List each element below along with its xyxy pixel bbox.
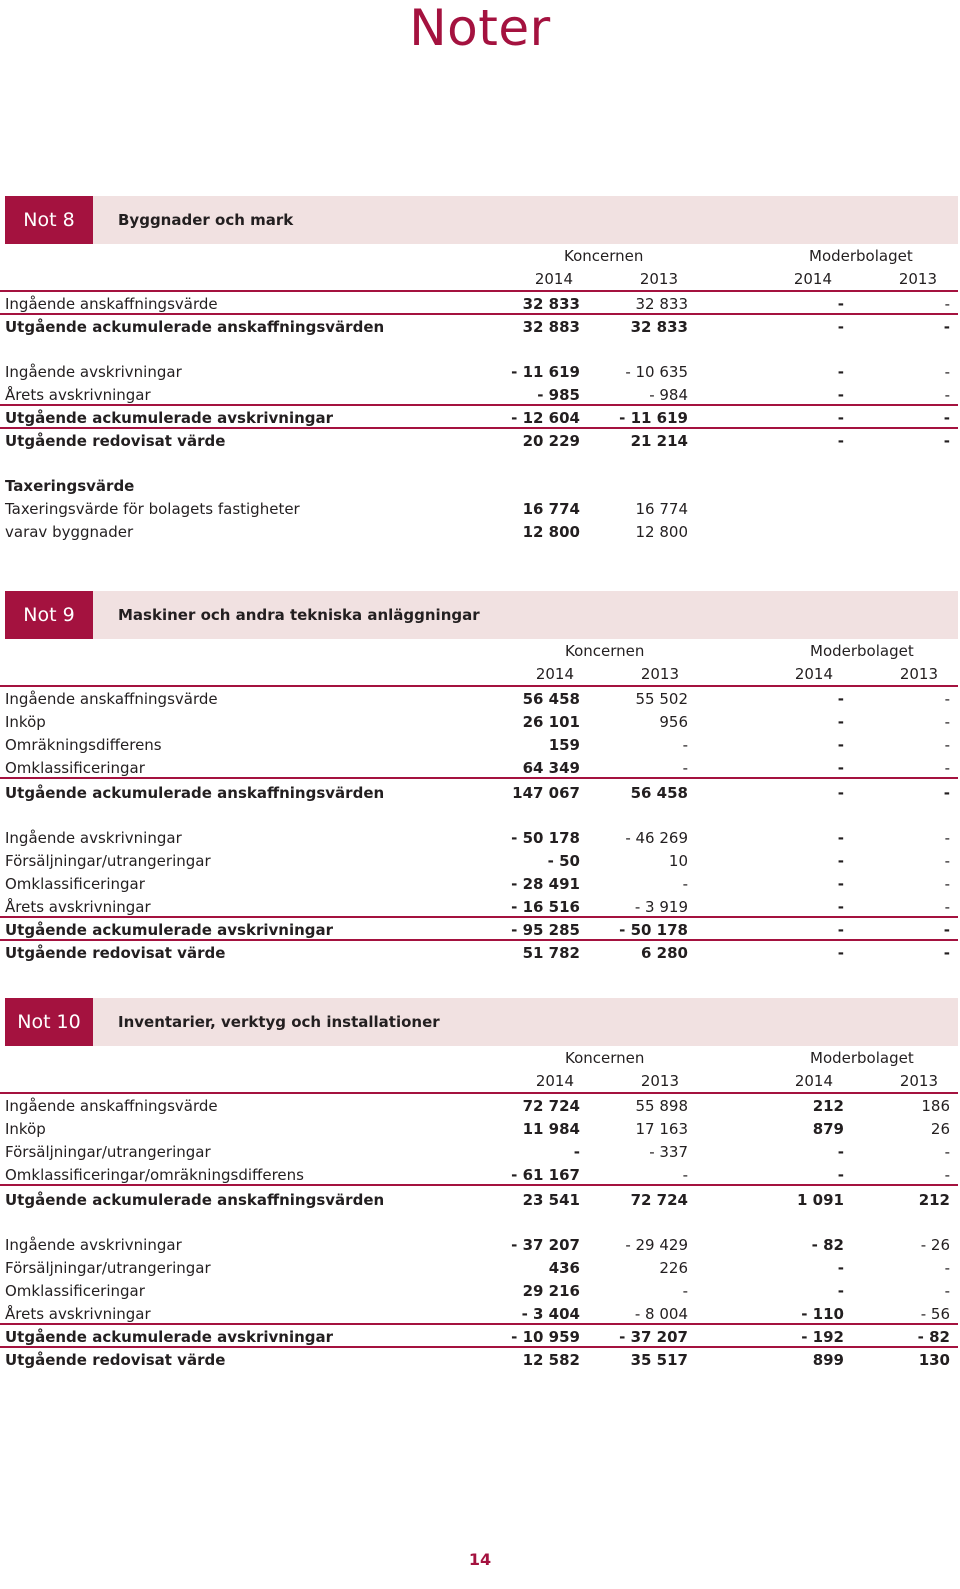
- table-row: [0, 1325, 958, 1348]
- row-label: Utgående redovisat värde: [5, 432, 226, 450]
- table-row: [0, 315, 958, 338]
- cell: -: [944, 875, 950, 893]
- cell: -: [837, 898, 844, 916]
- year-2014: 2014: [535, 1072, 574, 1090]
- cell: -: [837, 386, 844, 404]
- cell: - 50 178: [511, 829, 580, 847]
- table-row: [0, 383, 958, 406]
- row-label: Utgående redovisat värde: [5, 1351, 226, 1369]
- group-koncernen: Koncernen: [564, 247, 644, 265]
- cell: -: [944, 386, 950, 404]
- cell: - 82: [811, 1236, 844, 1254]
- cell: - 50: [547, 852, 580, 870]
- cell: - 3 404: [521, 1305, 580, 1323]
- note-9-section: [0, 591, 958, 964]
- row-label: varav byggnader: [5, 523, 134, 541]
- cell: -: [944, 852, 950, 870]
- column-years: [0, 267, 958, 292]
- cell: - 192: [801, 1328, 844, 1346]
- note-title: Maskiner och andra tekniska anläggningar: [118, 606, 480, 624]
- cell: 55 898: [635, 1097, 688, 1115]
- cell: 35 517: [630, 1351, 688, 1369]
- cell: -: [837, 921, 844, 939]
- group-moderbolaget: Moderbolaget: [810, 642, 914, 660]
- cell: 16 774: [522, 500, 580, 518]
- cell: - 11 619: [511, 363, 580, 381]
- row-label: Årets avskrivningar: [5, 386, 151, 404]
- note-header: [5, 998, 958, 1046]
- cell: -: [943, 921, 950, 939]
- table-row: [0, 1163, 958, 1186]
- row-label: Omräkningsdifferens: [5, 736, 162, 754]
- cell: -: [837, 363, 844, 381]
- row-label: Ingående anskaffningsvärde: [5, 690, 218, 708]
- table-row: [0, 1188, 958, 1211]
- column-groups: [0, 639, 958, 662]
- cell: 147 067: [512, 784, 580, 802]
- column-groups: [0, 244, 958, 267]
- page-number: 14: [468, 1550, 492, 1569]
- row-label: Utgående ackumulerade anskaffningsvärden: [5, 318, 385, 336]
- cell: 32 833: [630, 318, 688, 336]
- cell: - 337: [649, 1143, 688, 1161]
- cell: -: [943, 318, 950, 336]
- cell: - 61 167: [511, 1166, 580, 1184]
- cell: 12 582: [522, 1351, 580, 1369]
- cell: -: [837, 829, 844, 847]
- cell: -: [682, 1166, 688, 1184]
- note-badge: Not 9: [5, 591, 93, 639]
- year-2013: 2013: [899, 665, 938, 683]
- row-label: Ingående avskrivningar: [5, 1236, 182, 1254]
- cell: 56 458: [630, 784, 688, 802]
- cell: - 10 635: [625, 363, 688, 381]
- table-row: [0, 733, 958, 756]
- page-title: Noter: [409, 0, 551, 57]
- table-row: [0, 849, 958, 872]
- cell: - 82: [917, 1328, 950, 1346]
- year-2014: 2014: [534, 270, 573, 288]
- cell: 55 502: [635, 690, 688, 708]
- cell: -: [944, 1166, 950, 1184]
- row-label: Utgående ackumulerade avskrivningar: [5, 409, 334, 427]
- group-moderbolaget: Moderbolaget: [810, 1049, 914, 1067]
- note-badge: Not 8: [5, 196, 93, 244]
- cell: 10: [668, 852, 688, 870]
- cell: 51 782: [522, 944, 580, 962]
- table-row: [0, 1279, 958, 1302]
- table-row: [0, 687, 958, 710]
- cell: - 984: [649, 386, 688, 404]
- cell: -: [837, 690, 844, 708]
- cell: 21 214: [630, 432, 688, 450]
- table-row: [0, 1140, 958, 1163]
- cell: 6 280: [641, 944, 688, 962]
- cell: 17 163: [635, 1120, 688, 1138]
- year-2014: 2014: [793, 270, 832, 288]
- cell: -: [944, 736, 950, 754]
- cell: 212: [812, 1097, 844, 1115]
- table-row: [0, 826, 958, 849]
- year-2013: 2013: [640, 665, 679, 683]
- year-2013: 2013: [899, 1072, 938, 1090]
- cell: -: [943, 784, 950, 802]
- cell: 1 091: [797, 1191, 844, 1209]
- cell: - 28 491: [511, 875, 580, 893]
- row-label: Omklassificeringar/omräkningsdifferens: [5, 1166, 304, 1184]
- column-groups: [0, 1046, 958, 1069]
- row-label: Försäljningar/utrangeringar: [5, 852, 211, 870]
- table-row: [0, 1094, 958, 1117]
- table-row: [0, 1233, 958, 1256]
- table-row: [0, 1348, 958, 1371]
- table-row: [0, 781, 958, 804]
- cell: 20 229: [522, 432, 580, 450]
- cell: 226: [659, 1259, 688, 1277]
- cell: 956: [659, 713, 688, 731]
- cell: 130: [918, 1351, 950, 1369]
- group-moderbolaget: Moderbolaget: [809, 247, 913, 265]
- note-header: [5, 591, 958, 639]
- year-2014: 2014: [535, 665, 574, 683]
- table-row: [0, 292, 958, 315]
- cell: -: [943, 409, 950, 427]
- cell: -: [944, 1143, 950, 1161]
- cell: 26: [930, 1120, 950, 1138]
- table-row: [0, 429, 958, 452]
- row-label: Omklassificeringar: [5, 1282, 145, 1300]
- cell: - 3 919: [634, 898, 688, 916]
- cell: 12 800: [635, 523, 688, 541]
- year-2014: 2014: [794, 1072, 833, 1090]
- table-row: [0, 406, 958, 429]
- row-label: Försäljningar/utrangeringar: [5, 1143, 211, 1161]
- table-row: [0, 520, 958, 543]
- cell: -: [944, 295, 950, 313]
- year-2013: 2013: [640, 1072, 679, 1090]
- row-label: Utgående ackumulerade avskrivningar: [5, 1328, 334, 1346]
- table-row: [0, 1302, 958, 1325]
- cell: -: [944, 898, 950, 916]
- cell: -: [944, 759, 950, 777]
- cell: 436: [548, 1259, 580, 1277]
- cell: -: [837, 318, 844, 336]
- cell: -: [837, 713, 844, 731]
- cell: -: [944, 1282, 950, 1300]
- table-row: [0, 497, 958, 520]
- row-label: Omklassificeringar: [5, 875, 145, 893]
- cell: 32 833: [635, 295, 688, 313]
- cell: 159: [548, 736, 580, 754]
- cell: - 46 269: [625, 829, 688, 847]
- cell: 212: [918, 1191, 950, 1209]
- table-row: [0, 918, 958, 941]
- group-koncernen: Koncernen: [565, 1049, 645, 1067]
- year-2014: 2014: [794, 665, 833, 683]
- row-label: Ingående anskaffningsvärde: [5, 295, 218, 313]
- column-years: [0, 1069, 958, 1094]
- table-row: [0, 756, 958, 779]
- cell: 12 800: [522, 523, 580, 541]
- cell: -: [837, 1143, 844, 1161]
- note-8-section: [0, 196, 958, 543]
- cell: -: [837, 409, 844, 427]
- table-row: [0, 872, 958, 895]
- cell: - 37 207: [511, 1236, 580, 1254]
- row-label: Inköp: [5, 713, 46, 731]
- row-label: Utgående redovisat värde: [5, 944, 226, 962]
- cell: 72 724: [630, 1191, 688, 1209]
- note-10-section: [0, 998, 958, 1371]
- row-label: Årets avskrivningar: [5, 898, 151, 916]
- note-badge: Not 10: [5, 998, 93, 1046]
- cell: 186: [921, 1097, 950, 1115]
- cell: - 985: [537, 386, 580, 404]
- table-row: [0, 474, 958, 497]
- group-koncernen: Koncernen: [565, 642, 645, 660]
- cell: - 12 604: [511, 409, 580, 427]
- row-label: Utgående ackumulerade avskrivningar: [5, 921, 334, 939]
- table-row: [0, 1117, 958, 1140]
- cell: -: [837, 432, 844, 450]
- cell: 29 216: [522, 1282, 580, 1300]
- cell: -: [837, 295, 844, 313]
- row-label: Taxeringsvärde: [5, 477, 135, 495]
- cell: -: [944, 829, 950, 847]
- cell: 26 101: [522, 713, 580, 731]
- row-label: Ingående avskrivningar: [5, 363, 182, 381]
- cell: - 56: [920, 1305, 950, 1323]
- cell: - 16 516: [511, 898, 580, 916]
- row-label: Ingående avskrivningar: [5, 829, 182, 847]
- cell: - 26: [920, 1236, 950, 1254]
- cell: - 50 178: [619, 921, 688, 939]
- cell: - 110: [801, 1305, 844, 1323]
- cell: -: [837, 875, 844, 893]
- cell: 72 724: [522, 1097, 580, 1115]
- cell: -: [573, 1143, 580, 1161]
- cell: -: [682, 759, 688, 777]
- row-label: Ingående anskaffningsvärde: [5, 1097, 218, 1115]
- cell: - 8 004: [634, 1305, 688, 1323]
- table-row: [0, 895, 958, 918]
- cell: -: [837, 736, 844, 754]
- year-2013: 2013: [898, 270, 937, 288]
- cell: - 11 619: [619, 409, 688, 427]
- cell: -: [837, 852, 844, 870]
- cell: 56 458: [522, 690, 580, 708]
- table-row: [0, 941, 958, 964]
- cell: 879: [812, 1120, 844, 1138]
- row-label: Utgående ackumulerade anskaffningsvärden: [5, 784, 385, 802]
- cell: -: [837, 1282, 844, 1300]
- cell: 16 774: [635, 500, 688, 518]
- row-label: Försäljningar/utrangeringar: [5, 1259, 211, 1277]
- row-label: Årets avskrivningar: [5, 1305, 151, 1323]
- cell: -: [682, 1282, 688, 1300]
- cell: 32 883: [522, 318, 580, 336]
- cell: 23 541: [522, 1191, 580, 1209]
- cell: 899: [812, 1351, 844, 1369]
- year-2013: 2013: [639, 270, 678, 288]
- row-label: Taxeringsvärde för bolagets fastigheter: [5, 500, 300, 518]
- cell: -: [944, 713, 950, 731]
- cell: - 29 429: [625, 1236, 688, 1254]
- cell: -: [837, 944, 844, 962]
- cell: -: [944, 1259, 950, 1277]
- column-years: [0, 662, 958, 687]
- cell: - 10 959: [511, 1328, 580, 1346]
- cell: -: [944, 363, 950, 381]
- row-label: Inköp: [5, 1120, 46, 1138]
- note-title: Byggnader och mark: [118, 211, 294, 229]
- table-row: [0, 710, 958, 733]
- cell: -: [944, 690, 950, 708]
- cell: 64 349: [522, 759, 580, 777]
- note-header: [5, 196, 958, 244]
- cell: 11 984: [522, 1120, 580, 1138]
- table-row: [0, 1256, 958, 1279]
- cell: - 37 207: [619, 1328, 688, 1346]
- note-title: Inventarier, verktyg och installationer: [118, 1013, 440, 1031]
- cell: -: [943, 944, 950, 962]
- cell: -: [837, 1166, 844, 1184]
- cell: -: [837, 1259, 844, 1277]
- cell: 32 833: [522, 295, 580, 313]
- cell: -: [943, 432, 950, 450]
- table-row: [0, 360, 958, 383]
- cell: - 95 285: [511, 921, 580, 939]
- cell: -: [837, 759, 844, 777]
- cell: -: [837, 784, 844, 802]
- cell: -: [682, 736, 688, 754]
- row-label: Utgående ackumulerade anskaffningsvärden: [5, 1191, 385, 1209]
- row-label: Omklassificeringar: [5, 759, 145, 777]
- cell: -: [682, 875, 688, 893]
